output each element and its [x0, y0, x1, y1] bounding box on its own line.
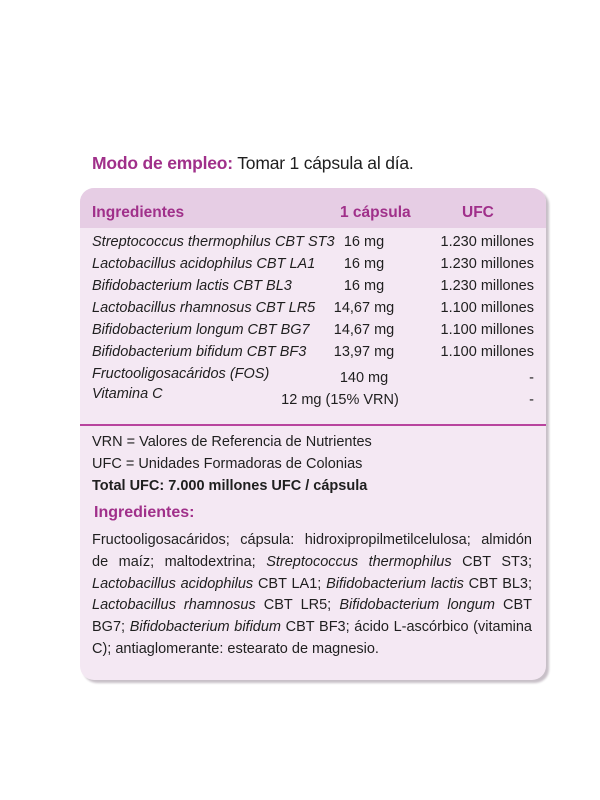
ingredients-part: Bifidobacterium bifidum [129, 619, 282, 636]
row-ufc: 1.100 millones [440, 344, 534, 360]
usage-instructions [92, 153, 414, 174]
ufc-note: UFC = Unidades Formadoras de Colonias [92, 456, 363, 472]
ingredients-part: Bifidobacterium longum [339, 597, 495, 614]
row-ufc: - [529, 392, 534, 408]
ingredients-part: Fructooligosacáridos; cápsula: hidroxipropilmetilcelulosa; almidón de maíz; maltodextrina; [92, 532, 532, 570]
nutrition-card [80, 188, 546, 680]
row-ingredient: Lactobacillus rhamnosus CBT LR5 [92, 300, 316, 316]
table-row [80, 256, 546, 278]
total-ufc: Total UFC: 7.000 millones UFC / cápsula [92, 478, 368, 494]
row-dose: 16 mg [343, 256, 385, 272]
row-ingredient: Vitamina C [92, 386, 163, 402]
row-ingredient: Lactobacillus acidophilus CBT LA1 [92, 256, 316, 272]
row-dose: 140 mg [339, 370, 389, 386]
ingredients-part: CBT BF3; ácido L-ascórbico (vitamina C); antiaglomerante: estearato de magnesio. [92, 619, 532, 657]
table-row [80, 386, 546, 408]
ingredients-heading: Ingredientes: [94, 504, 195, 521]
ingredients-part: Lactobacillus acidophilus [92, 575, 254, 592]
row-dose: 14,67 mg [333, 300, 395, 316]
table-row [80, 344, 546, 366]
header-dose: 1 cápsula [340, 204, 411, 221]
ingredients-part: CBT LA1; [253, 575, 327, 592]
row-ufc: - [529, 370, 534, 386]
table-header [80, 188, 546, 228]
ingredients-part: CBT BG7; [92, 597, 532, 636]
row-dose: 13,97 mg [333, 344, 395, 360]
header-ufc: UFC [462, 204, 494, 221]
row-dose: 16 mg [343, 278, 385, 294]
row-ingredient: Bifidobacterium lactis CBT BL3 [92, 278, 292, 294]
ingredients-part: CBT ST3; [451, 553, 532, 570]
row-ufc: 1.100 millones [440, 322, 534, 338]
row-ingredient: Bifidobacterium longum CBT BG7 [92, 322, 310, 338]
vrn-note: VRN = Valores de Referencia de Nutrientes [92, 434, 372, 450]
row-dose: 16 mg [343, 234, 385, 250]
ingredients-part: CBT LR5; [255, 597, 340, 614]
section-divider [80, 424, 546, 426]
row-dose: 14,67 mg [333, 322, 395, 338]
row-ufc: 1.230 millones [440, 234, 534, 250]
table-row [80, 366, 546, 388]
row-ufc: 1.100 millones [440, 300, 534, 316]
table-row [80, 278, 546, 300]
table-row [80, 300, 546, 322]
row-ufc: 1.230 millones [440, 278, 534, 294]
row-ingredient: Fructooligosacáridos (FOS) [92, 366, 270, 382]
usage-label: Modo de empleo: [92, 153, 233, 173]
ingredients-part: Lactobacillus rhamnosus [92, 597, 256, 614]
table-row [80, 234, 546, 256]
usage-text: Tomar 1 cápsula al día. [237, 153, 414, 173]
ingredients-part: Bifidobacterium lactis [326, 575, 464, 592]
ingredients-text [92, 530, 532, 661]
row-ingredient: Bifidobacterium bifidum CBT BF3 [92, 344, 307, 360]
row-ufc: 1.230 millones [440, 256, 534, 272]
header-ingredients: Ingredientes [92, 204, 185, 221]
row-ingredient: Streptococcus thermophilus CBT ST3 [92, 234, 335, 250]
ingredients-part: CBT BL3; [463, 575, 533, 592]
table-row [80, 322, 546, 344]
row-dose: 12 mg (15% VRN) [281, 392, 399, 408]
ingredients-part: Streptococcus thermophilus [266, 553, 452, 570]
